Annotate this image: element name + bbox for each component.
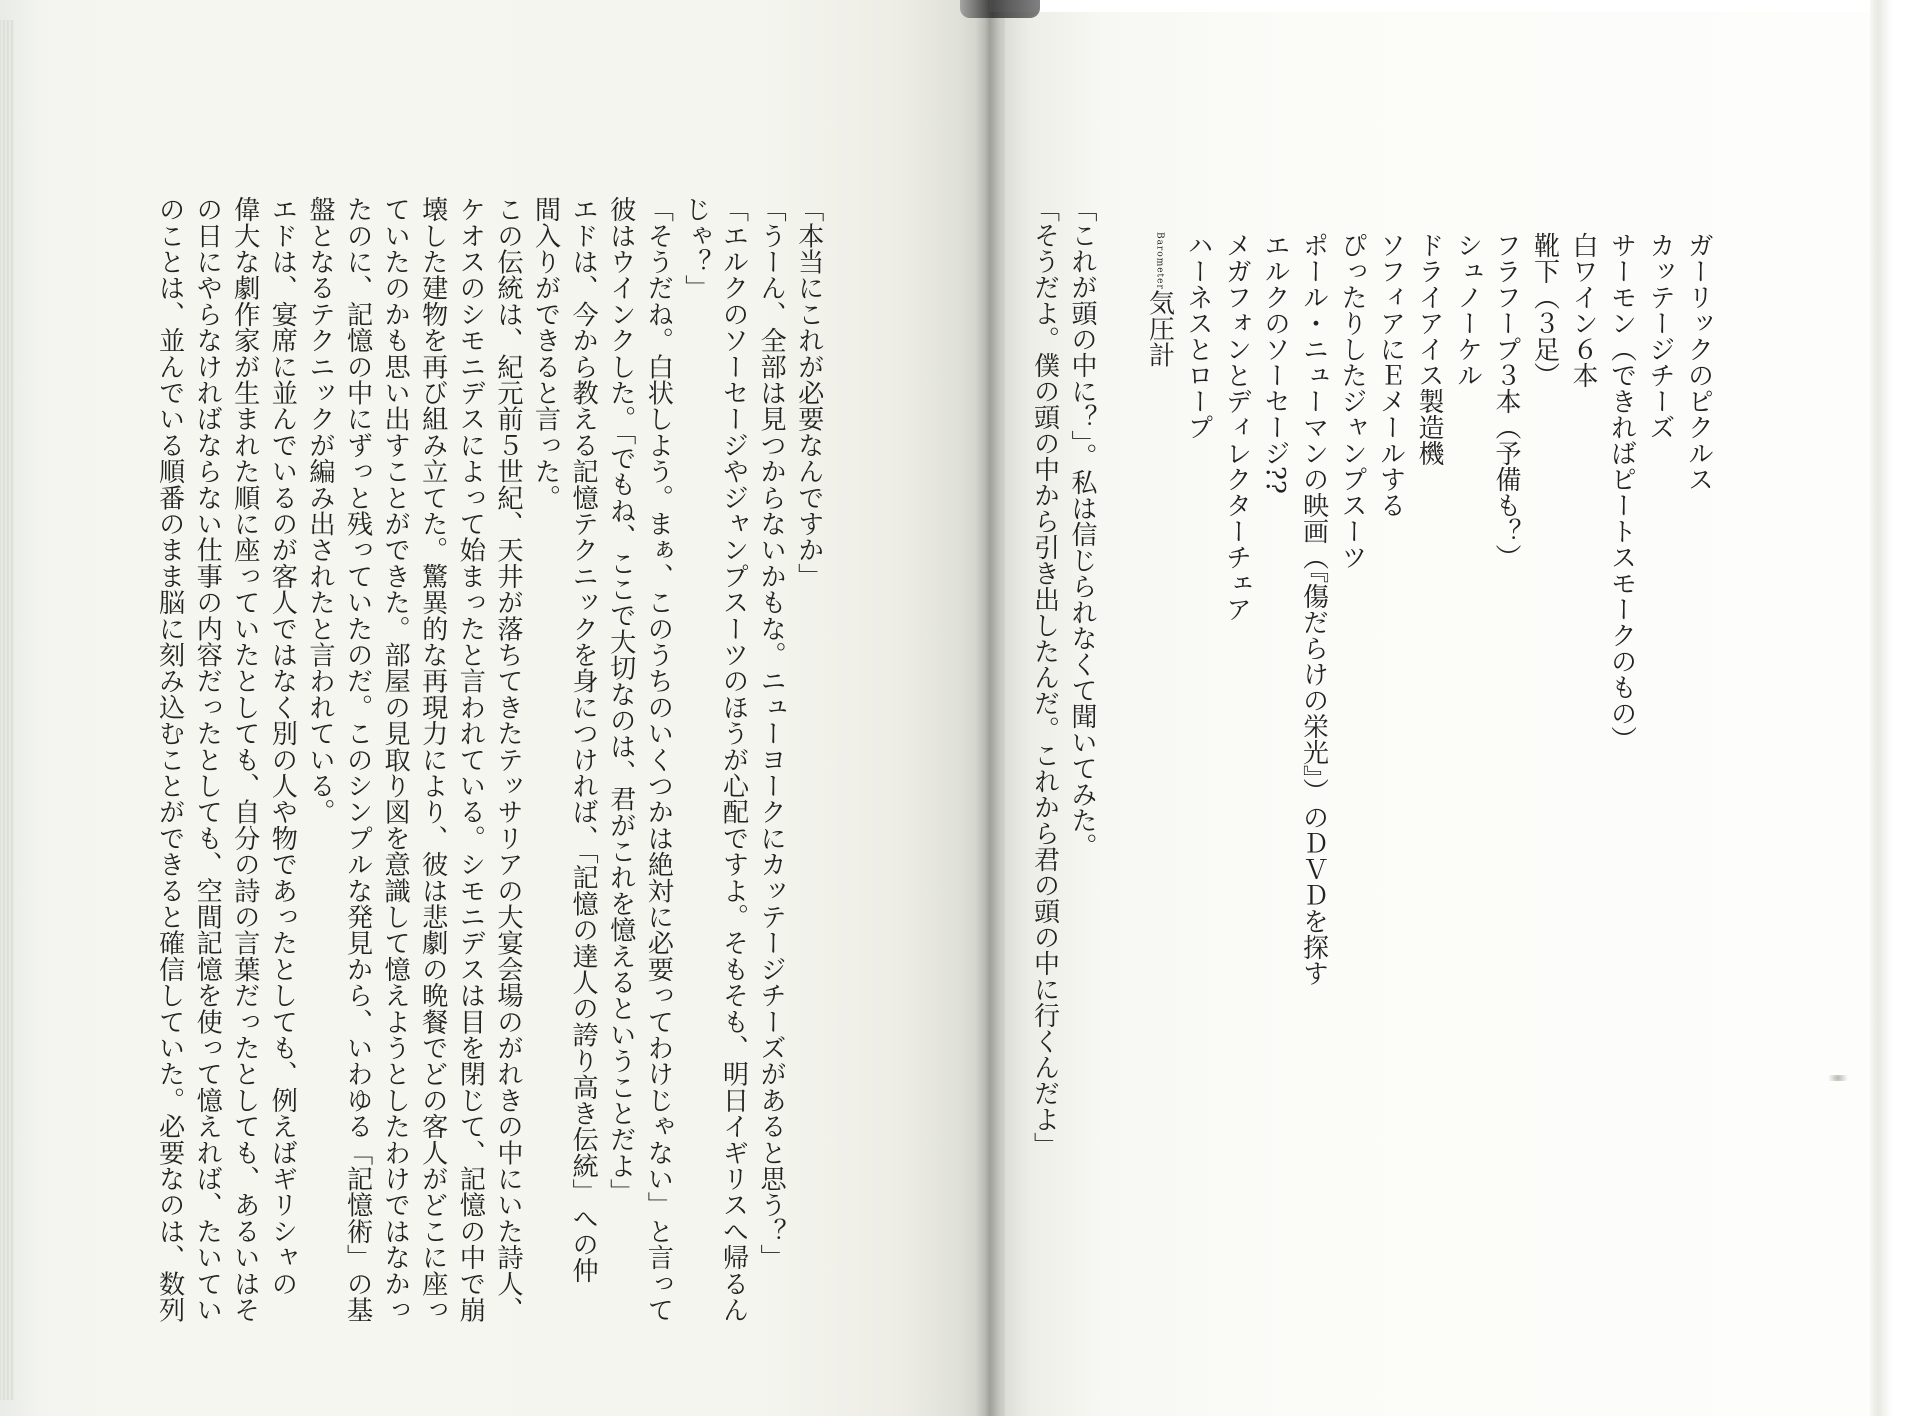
page-edges (0, 20, 14, 1400)
list-item: ぴったりしたジャンプスーツ (1337, 232, 1367, 570)
text-line: エドは、今から教える記憶テクニックを身につければ、「記憶の達人の誇り高き伝統」への仲 (568, 196, 599, 1284)
text-line: のことは、並んでいる順番のまま脳に刻み込むことができると確信していた。必要なのは、数列 (154, 196, 185, 1323)
text-line: 「エルクのソーセージやジャンプスーツのほうが心配ですよ。そもそも、明日イギリスへ帰るん (718, 196, 749, 1323)
text-line: 壊した建物を再び組み立てた。驚異的な再現力により、彼は悲劇の晩餐でどの客人がどこに座っ (417, 196, 448, 1323)
paper-speck (1824, 1075, 1852, 1081)
list-item: エルクのソーセージ?? (1260, 232, 1290, 494)
text-line: たのに、記憶の中にずっと残っていたのだ。このシンプルな発見から、いわゆる「記憶術」の基 (342, 196, 373, 1323)
text-line: 間入りができると言った。 (530, 196, 561, 511)
text-line: この伝統は、紀元前５世紀、天井が落ちてきたテッサリアの大宴会場のがれきの中にいた詩人、 (492, 196, 523, 1323)
list-item: ガーリックのピクルス (1683, 232, 1714, 492)
text-line: ていたのかも思い出すことができた。部屋の見取り図を意識して憶えようとしたわけではなかっ (380, 196, 411, 1323)
list-item: シュノーケル (1452, 232, 1483, 388)
list-item: フラフープ３本（予備も？） (1491, 232, 1521, 570)
text-line: 「これが頭の中に？」。私は信じられなくて聞いてみた。 (1067, 196, 1097, 859)
list-item: メガフォンとディレクターチェア (1221, 232, 1252, 622)
right-page-dialog (1025, 196, 1100, 1296)
scan-edge (1870, 0, 1908, 1416)
text-line: 「そうだね。白状しよう。まぁ、このうちのいくつかは絶対に必要ってわけじゃない」と言って (643, 196, 674, 1323)
list-item: カッテージチーズ (1645, 232, 1675, 440)
list-item: サーモン（できればピートスモークのもの） (1606, 232, 1637, 752)
left-page-body (150, 196, 827, 1323)
list-item-barometer (1140, 232, 1179, 1192)
list-item: ポール・ニューマンの映画（『傷だらけの栄光』）のＤＶＤを探す (1298, 232, 1329, 986)
list-item: 白ワイン６本 (1568, 232, 1598, 388)
text-line: 盤となるテクニックが編み出されたと言われている。 (304, 196, 335, 825)
shopping-list (1140, 232, 1718, 1192)
book-gutter (975, 0, 1005, 1416)
text-line: 「うーん、全部は見つからないかもな。ニューヨークにカッテージチーズがあると思う？」 (756, 196, 787, 1271)
text-line: の日にやらなければならない仕事の内容だったとしても、空間記憶を使って憶えれば、たいてい (192, 196, 223, 1323)
text-line: じゃ？」 (680, 196, 711, 301)
list-item: ドライアイス製造機 (1414, 232, 1444, 466)
text-line: 彼はウインクした。「でもね、ここで大切なのは、君がこれを憶えるということだよ」 (605, 196, 636, 1205)
text-line: 「そうだよ。僕の頭の中から引き出したんだ。これから君の頭の中に行くんだよ」 (1029, 196, 1060, 1158)
text-line: 「本当にこれが必要なんですか」 (793, 196, 824, 589)
spine-top (960, 0, 1040, 18)
barometer-ruby: Barometer (1154, 232, 1165, 290)
text-line: 偉大な劇作家が生まれた順に座っていたとしても、自分の詩の言葉だったとしても、あるいはそ (229, 196, 260, 1323)
text-line: ケオスのシモニデスによって始まったと言われている。シモニデスは目を閉じて、記憶の中で崩 (455, 196, 486, 1323)
list-item: 靴下（３足） (1529, 232, 1560, 388)
text-line: エドは、宴席に並んでいるのが客人ではなく別の人や物であったとしても、例えばギリシャの (267, 196, 298, 1297)
list-item: ハーネスとロープ (1183, 232, 1213, 440)
barometer-label: 気圧計 (1144, 289, 1175, 368)
list-item: ソフィアにＥメールする (1375, 232, 1406, 518)
